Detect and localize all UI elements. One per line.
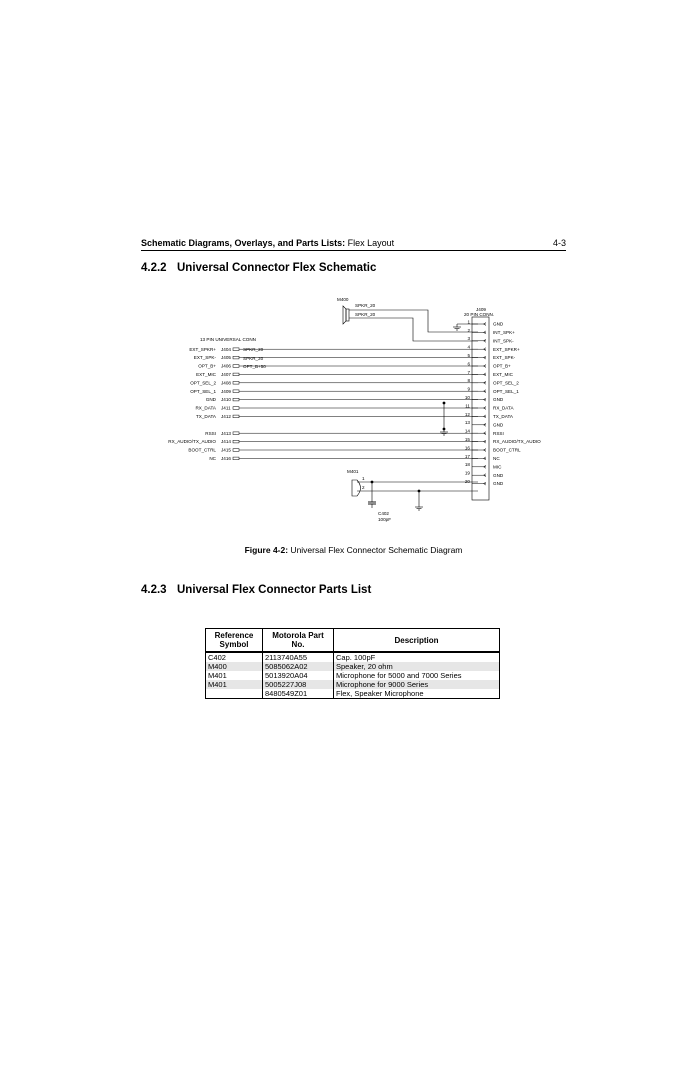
right-pin-name: GND (493, 422, 504, 428)
left-connector-pin (194, 355, 478, 360)
table-header-row (206, 629, 500, 653)
right-connector-pin (467, 353, 515, 360)
table-cell: 8480549Z01 (263, 689, 334, 699)
table-cell: Microphone for 5000 and 7000 Series (334, 671, 500, 680)
pin-terminal (233, 449, 239, 452)
right-connector-pin (465, 429, 504, 436)
table-cell: 5013920A04 (263, 671, 334, 680)
left-connector-pin (205, 428, 478, 436)
right-pin-name: MIC (493, 464, 502, 470)
left-pin-ref: J405 (221, 355, 231, 361)
left-connector-pin (190, 380, 478, 385)
left-connector-pin (189, 344, 478, 352)
left-pin-ref: J410 (221, 397, 231, 403)
table-cell: Cap. 100pF (334, 652, 500, 662)
right-pin-number: 12 (464, 411, 470, 417)
pin-terminal (233, 440, 239, 443)
left-pin-name: EXT_SPK- (193, 355, 216, 361)
right-pin-name: NC (493, 456, 500, 461)
right-connector-pin (467, 328, 515, 335)
right-connector-pin (465, 462, 502, 469)
right-connector-pin (467, 370, 513, 377)
table-cell: 5085062A02 (263, 662, 334, 671)
microphone-m401-body (352, 480, 361, 496)
figure-caption (141, 545, 566, 555)
pin-terminal (233, 373, 239, 376)
right-connector-pin (467, 336, 514, 343)
right-pin-name: INT_SPK- (493, 338, 514, 344)
right-pin-name: RX_AUDIO/TX_AUDIO (493, 439, 541, 445)
right-pin-name: GND (493, 321, 504, 327)
right-pin-name: BOOT_CTRL (493, 447, 521, 453)
section-heading-parts (141, 584, 371, 596)
right-pin-number: 19 (464, 470, 470, 476)
right-pin-name: GND (493, 397, 504, 403)
header-title-bold: Schematic Diagrams, Overlays, and Parts Lists: (141, 238, 346, 248)
right-pin-number: 11 (465, 403, 470, 409)
table-row (206, 680, 500, 689)
column-header: Description (334, 629, 500, 653)
table-cell: 5005227J08 (263, 680, 334, 689)
right-pin-number: 1 (467, 319, 470, 325)
pin-terminal (233, 382, 239, 385)
left-connector-pin (195, 406, 478, 411)
right-connector-pin (465, 403, 514, 410)
right-pin-name: OPT_SEL_2 (493, 380, 519, 386)
table-row (206, 652, 500, 662)
figure-caption-label: Figure 4-2: (244, 545, 289, 555)
speaker-net-a: SPKR_20 (355, 303, 376, 308)
right-pin-number: 8 (467, 378, 470, 384)
right-connector-pin (465, 471, 504, 478)
left-pin-name: OPT_B+ (198, 363, 216, 369)
left-pin-ref: J404 (221, 346, 231, 352)
pin-terminal (233, 398, 239, 401)
section-title: Universal Connector Flex Schematic (177, 262, 377, 274)
right-pin-name: GND (493, 472, 504, 478)
table-cell: Speaker, 20 ohm (334, 662, 500, 671)
right-pin-name: OPT_SEL_1 (493, 388, 519, 394)
left-connector-pin (196, 369, 478, 377)
right-pin-number: 10 (464, 395, 470, 400)
pin-terminal (233, 432, 239, 435)
table-row (206, 689, 500, 699)
mid-net-label: OPT_B+50 (243, 364, 266, 369)
mid-net-label: SPKR_20 (243, 347, 264, 352)
left-connector-pin (188, 448, 478, 453)
right-pin-number: 16 (464, 445, 470, 451)
pin-terminal (233, 407, 239, 410)
left-pin-name: TX_DATA (196, 414, 216, 419)
left-pin-ref: J407 (221, 372, 231, 377)
right-connector-pin (465, 454, 500, 461)
right-connector-pin (467, 387, 519, 394)
right-pin-name: EXT_MIC (493, 372, 513, 377)
page-number: 4-3 (552, 238, 566, 248)
left-connector-pin (209, 453, 478, 461)
mid-net-label: SPKR_20 (243, 356, 264, 361)
figure-caption-text: Universal Flex Connector Schematic Diagram (288, 545, 463, 555)
microphone-m401-label: M401 (347, 469, 359, 474)
left-pin-name: GND (205, 397, 216, 403)
right-pin-number: 20 (464, 479, 470, 484)
right-pin-number: 18 (464, 462, 470, 468)
table-cell: 2113740A55 (263, 652, 334, 662)
capacitor-c402-value: 100pF (378, 517, 392, 522)
pin-terminal (233, 457, 239, 460)
left-pin-ref: J413 (221, 430, 231, 436)
right-pin-number: 5 (467, 353, 470, 358)
left-pin-name: RX_AUDIO/TX_AUDIO (168, 439, 216, 445)
left-pin-name: OPT_SEL_1 (190, 388, 216, 394)
right-connector-pin (465, 395, 504, 402)
section-number: 4.2.3 (141, 584, 167, 596)
section-title: Universal Flex Connector Parts List (177, 584, 372, 596)
left-pin-ref: J412 (221, 414, 231, 419)
left-connector-pin (206, 397, 478, 402)
right-pin-name: EXT_SPK- (493, 355, 516, 361)
left-connector-pin (168, 439, 478, 444)
right-pin-number: 6 (467, 361, 470, 367)
right-connector-pin (465, 479, 504, 486)
left-pin-name: EXT_SPKR+ (189, 346, 216, 352)
right-connector-pin (465, 445, 521, 452)
right-pin-number: 17 (464, 453, 470, 459)
column-header: Motorola Part No. (263, 629, 334, 653)
right-connector-pin (467, 378, 519, 385)
speaker-m400-label: M400 (337, 297, 349, 302)
right-pin-name: GND (493, 481, 504, 487)
microphone-pin-label: 1 (362, 476, 365, 481)
left-pin-name: NC (209, 456, 216, 461)
right-connector-pin (467, 319, 503, 326)
right-pin-number: 7 (467, 369, 470, 375)
connector-j409-sublabel: 20 PIN CONN. (464, 312, 495, 317)
pin-terminal (233, 415, 239, 418)
speaker-m400-body (346, 309, 349, 321)
right-pin-name: OPT_B+ (493, 363, 511, 369)
table-cell: Flex, Speaker Microphone (334, 689, 500, 699)
right-connector-pin (465, 437, 541, 444)
right-pin-number: 15 (464, 437, 470, 442)
pin-terminal (233, 365, 239, 368)
table-cell (206, 689, 263, 699)
section-number: 4.2.2 (141, 262, 167, 274)
capacitor-c402-label: C402 (378, 511, 389, 516)
microphone-pin-label: 2 (362, 485, 365, 490)
pin-terminal (233, 356, 239, 359)
header-title-rest: Flex Layout (345, 238, 395, 248)
left-pin-ref: J415 (221, 447, 231, 453)
left-pin-name: EXT_MIC (196, 372, 216, 377)
right-pin-number: 2 (467, 327, 470, 333)
right-pin-number: 9 (467, 386, 470, 392)
table-cell: Microphone for 9000 Series (334, 680, 500, 689)
left-pin-name: BOOT_CTRL (188, 447, 216, 453)
left-pin-name: OPT_SEL_2 (190, 380, 216, 386)
left-connector-pin (198, 364, 478, 369)
left-pin-name: RX_DATA (195, 405, 216, 411)
table-row (206, 662, 500, 671)
right-pin-number: 4 (467, 344, 470, 350)
left-pin-ref: J411 (221, 405, 231, 411)
table-cell: M400 (206, 662, 263, 671)
left-pin-ref: J408 (221, 380, 231, 386)
right-pin-name: EXT_SPKR+ (493, 346, 520, 352)
right-pin-name: TX_DATA (493, 414, 513, 419)
table-cell: M401 (206, 671, 263, 680)
parts-list-table (205, 628, 500, 699)
left-pin-name: RSSI (205, 430, 216, 436)
left-pin-ref: J414 (221, 439, 231, 445)
column-header: Reference Symbol (206, 629, 263, 653)
right-pin-name: RSSI (493, 430, 504, 436)
left-pin-ref: J406 (221, 363, 231, 369)
pin-terminal (233, 348, 239, 351)
table-row (206, 671, 500, 680)
right-pin-name: RX_DATA (493, 405, 514, 411)
right-pin-number: 14 (464, 428, 470, 434)
left-connector-pin (190, 386, 478, 394)
pin-terminal (233, 390, 239, 393)
left-pin-ref: J416 (221, 456, 231, 461)
right-pin-number: 3 (467, 336, 470, 342)
connector-j409-body (472, 317, 489, 500)
connector-13pin-label: 13 PIN UNIVERSAL CONN (200, 337, 256, 342)
left-pin-ref: J409 (221, 388, 231, 394)
left-connector-pin (196, 411, 478, 419)
right-connector-pin (465, 420, 504, 427)
table-cell: C402 (206, 652, 263, 662)
right-connector-pin (467, 345, 520, 352)
connector-j409-label: J409 (476, 307, 486, 312)
speaker-m400-cone (343, 306, 346, 324)
right-pin-number: 13 (464, 420, 470, 426)
right-pin-name: INT_SPK+ (493, 330, 515, 335)
table-cell: M401 (206, 680, 263, 689)
speaker-net-b: SPKR_20 (355, 312, 376, 317)
